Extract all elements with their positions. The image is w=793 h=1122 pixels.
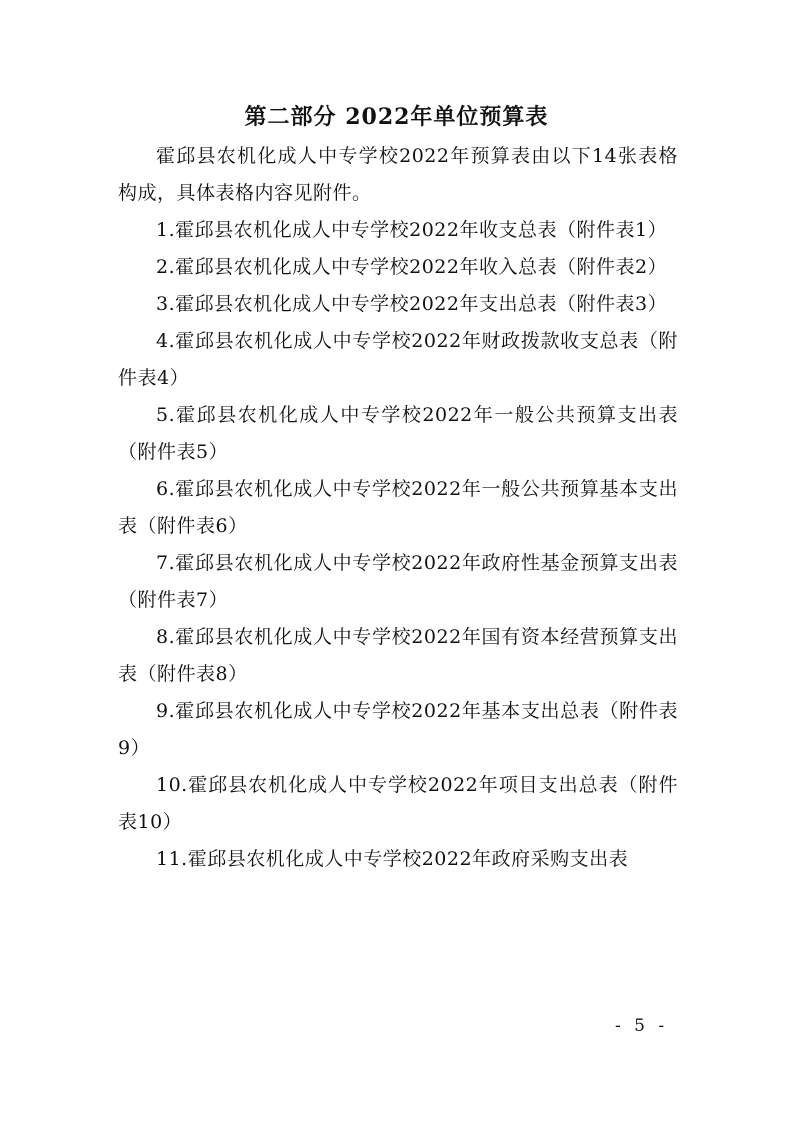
intro-paragraph: 霍邱县农机化成人中专学校2022年预算表由以下14张表格构成，具体表格内容见附件。	[118, 145, 678, 204]
list-item: 10.霍邱县农机化成人中专学校2022年项目支出总表（附件表10）	[118, 774, 678, 833]
list-item: 6.霍邱县农机化成人中专学校2022年一般公共预算基本支出表（附件表6）	[118, 478, 678, 537]
page-title: 第二部分 2022年单位预算表	[244, 104, 549, 130]
list-item: 11.霍邱县农机化成人中专学校2022年政府采购支出表	[156, 848, 629, 870]
list-item: 8.霍邱县农机化成人中专学校2022年国有资本经营预算支出表（附件表8）	[118, 626, 678, 685]
document-body	[118, 138, 678, 878]
list-item: 7.霍邱县农机化成人中专学校2022年政府性基金预算支出表（附件表7）	[118, 552, 678, 611]
list-item: 1.霍邱县农机化成人中专学校2022年收支总表（附件表1）	[156, 219, 668, 241]
page-number: - 5 -	[615, 1016, 669, 1036]
list-item: 4.霍邱县农机化成人中专学校2022年财政拨款收支总表（附件表4）	[118, 330, 678, 389]
list-item: 3.霍邱县农机化成人中专学校2022年支出总表（附件表3）	[156, 293, 668, 315]
list-item: 9.霍邱县农机化成人中专学校2022年基本支出总表（附件表9）	[118, 700, 678, 759]
list-item: 2.霍邱县农机化成人中专学校2022年收入总表（附件表2）	[156, 256, 668, 278]
list-item: 5.霍邱县农机化成人中专学校2022年一般公共预算支出表（附件表5）	[118, 404, 678, 463]
